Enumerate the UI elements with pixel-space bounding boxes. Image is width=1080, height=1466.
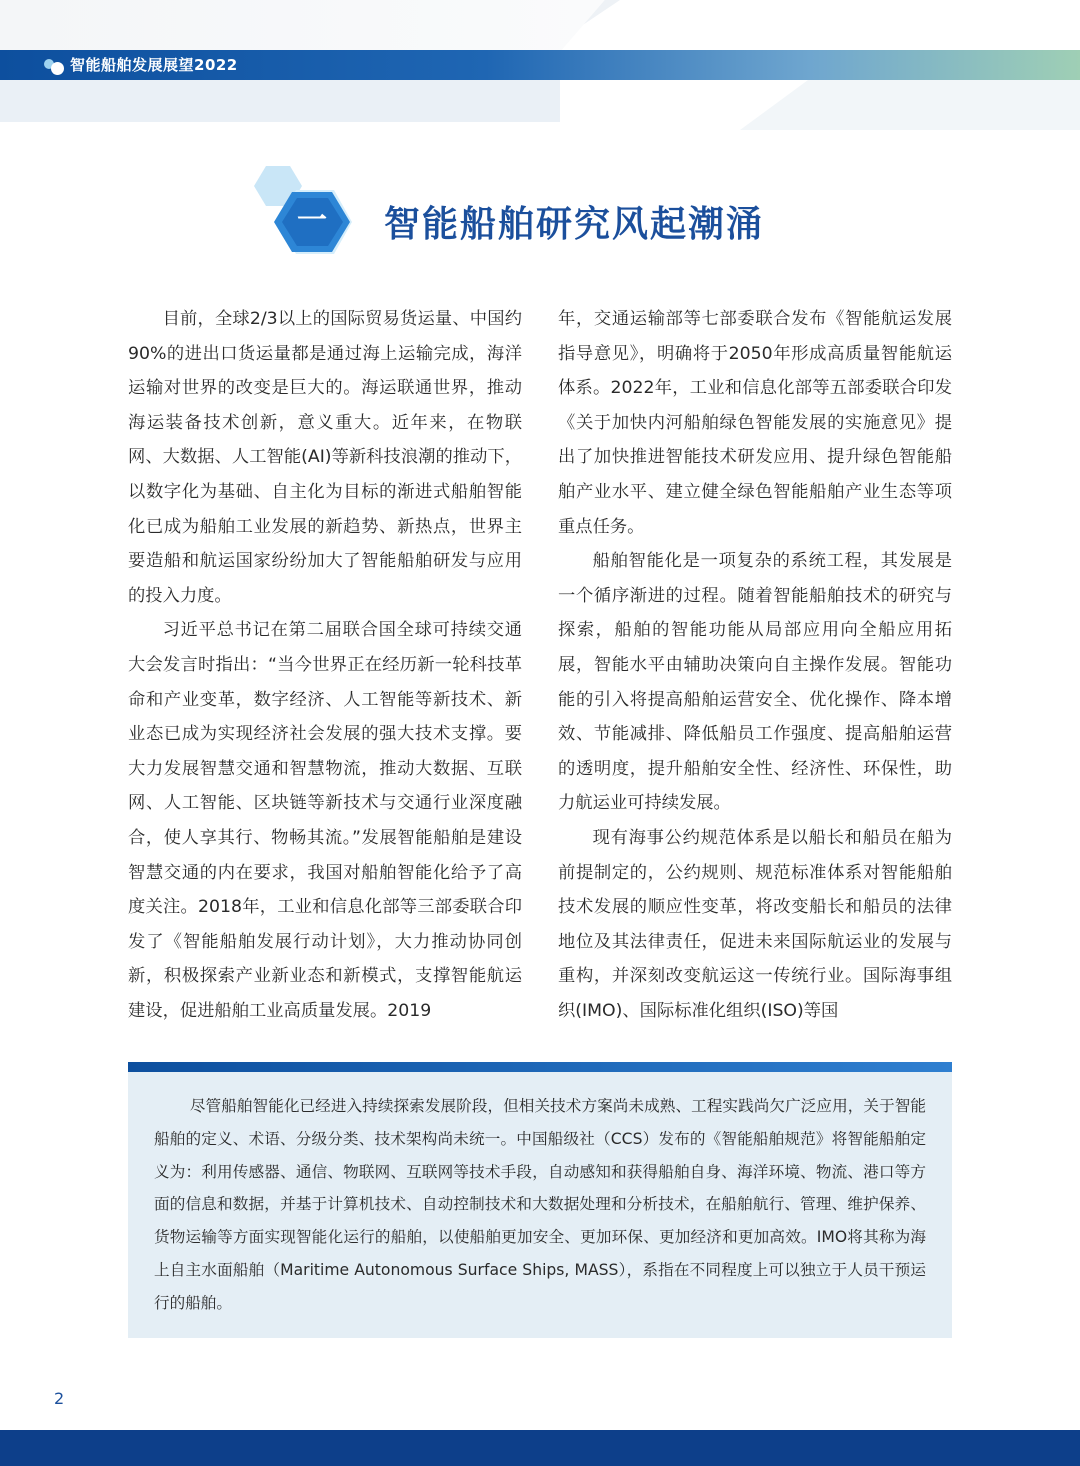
footer-bar [0,1430,1080,1466]
callout-text: 尽管船舶智能化已经进入持续探索发展阶段，但相关技术方案尚未成熟、工程实践尚欠广泛应用，关于智能船舶的定义、术语、分级分类、技术架构尚未统一。中国船级社（CCS）发布的《智能船舶规范》将智能船舶定义为：利用传感器、通信、物联网、互联网等技术手段，自动感知和获得船舶自身、海洋环境、物流、港口等方面的信息和数据，并基于计算机技术、自动控制技术和大数据处理和分析技术，在船舶航行、管理、维护保养、货物运输等方面实现智能化运行的船舶，以使船舶更加安全、更加环保、更加经济和更加高效。IMO将其称为海上自主水面船舶（Maritime Autonomous Surface Ships, MASS），系指在不同程度上可以独立于人员干预运行的船舶。 [154,1097,926,1312]
header-decor-top-light [0,0,1080,50]
paragraph: 习近平总书记在第二届联合国全球可持续交通大会发言时指出：“当今世界正在经历新一轮科技革命和产业变革，数字经济、人工智能等新技术、新业态已成为实现经济社会发展的强大技术支撑。要大力发展智慧交通和智慧物流，推动大数据、互联网、人工智能、区块链等新技术与交通行业深度融合，使人享其行、物畅其流。”发展智能船舶是建设智慧交通的内在要求，我国对船舶智能化给予了高度关注。2018年，工业和信息化部等三部委联合印发了《智能船舶发展行动计划》，大力推动协同创新，积极探索产业新业态和新模式，支撑智能航运建设，促进船舶工业高质量发展。2019 [128,620,522,1021]
logo-dots-icon [44,57,66,75]
body-column-left [128,302,522,1028]
hexagon-badge-icon [244,164,374,264]
body-column-right [558,302,952,1028]
paragraph-continuation: 年，交通运输部等七部委联合发布《智能航运发展指导意见》，明确将于2050年形成高质量智能航运体系。2022年，工业和信息化部等五部委联合印发《关于加快内河船舶绿色智能发展的实施意见》提出了加快推进智能技术研发应用、提升绿色智能船舶产业水平、建立健全绿色智能船舶产业生态等项重点任务。 [558,309,952,537]
running-header-title: 智能船舶发展展望2022 [70,56,238,74]
paragraph: 现有海事公约规范体系是以船长和船员在船为前提制定的，公约规则、规范标准体系对智能船舶技术发展的顺应性变革，将改变船长和船员的法律地位及其法律责任，促进未来国际航运业的发展与重构，并深刻改变航运这一传统行业。国际海事组织(IMO)、国际标准化组织(ISO)等国 [558,827,952,1021]
chapter-number: 一 [297,203,327,238]
header-band [0,0,1080,130]
callout-top-bar [128,1062,952,1072]
callout-box [128,1072,952,1338]
header-decor-right [740,80,1080,130]
paragraph: 船舶智能化是一项复杂的系统工程，其发展是一个循序渐进的过程。随着智能船舶技术的研究与探索，船舶的智能功能从局部应用向全船应用拓展，智能水平由辅助决策向自主操作发展。智能功能的引入将提高船舶运营安全、优化操作、降本增效、节能减排、降低船员工作强度、提高船舶运营的透明度，提升船舶安全性、经济性、环保性，助力航运业可持续发展。 [558,551,952,814]
page-number: 2 [54,1389,65,1408]
section-title: 智能船舶研究风起潮涌 [384,204,765,245]
chapter-badge [244,164,374,264]
paragraph: 目前，全球2/3以上的国际贸易货运量、中国约90%的进出口货运量都是通过海上运输完成，海洋运输对世界的改变是巨大的。海运联通世界，推动海运装备技术创新，意义重大。近年来，在物联网、大数据、人工智能(AI)等新科技浪潮的推动下，以数字化为基础、自主化为目标的渐进式船舶智能化已成为船舶工业发展的新趋势、新热点，世界主要造船和航运国家纷纷加大了智能船舶研发与应用的投入力度。 [128,309,522,606]
header-decor-lower [0,80,560,122]
